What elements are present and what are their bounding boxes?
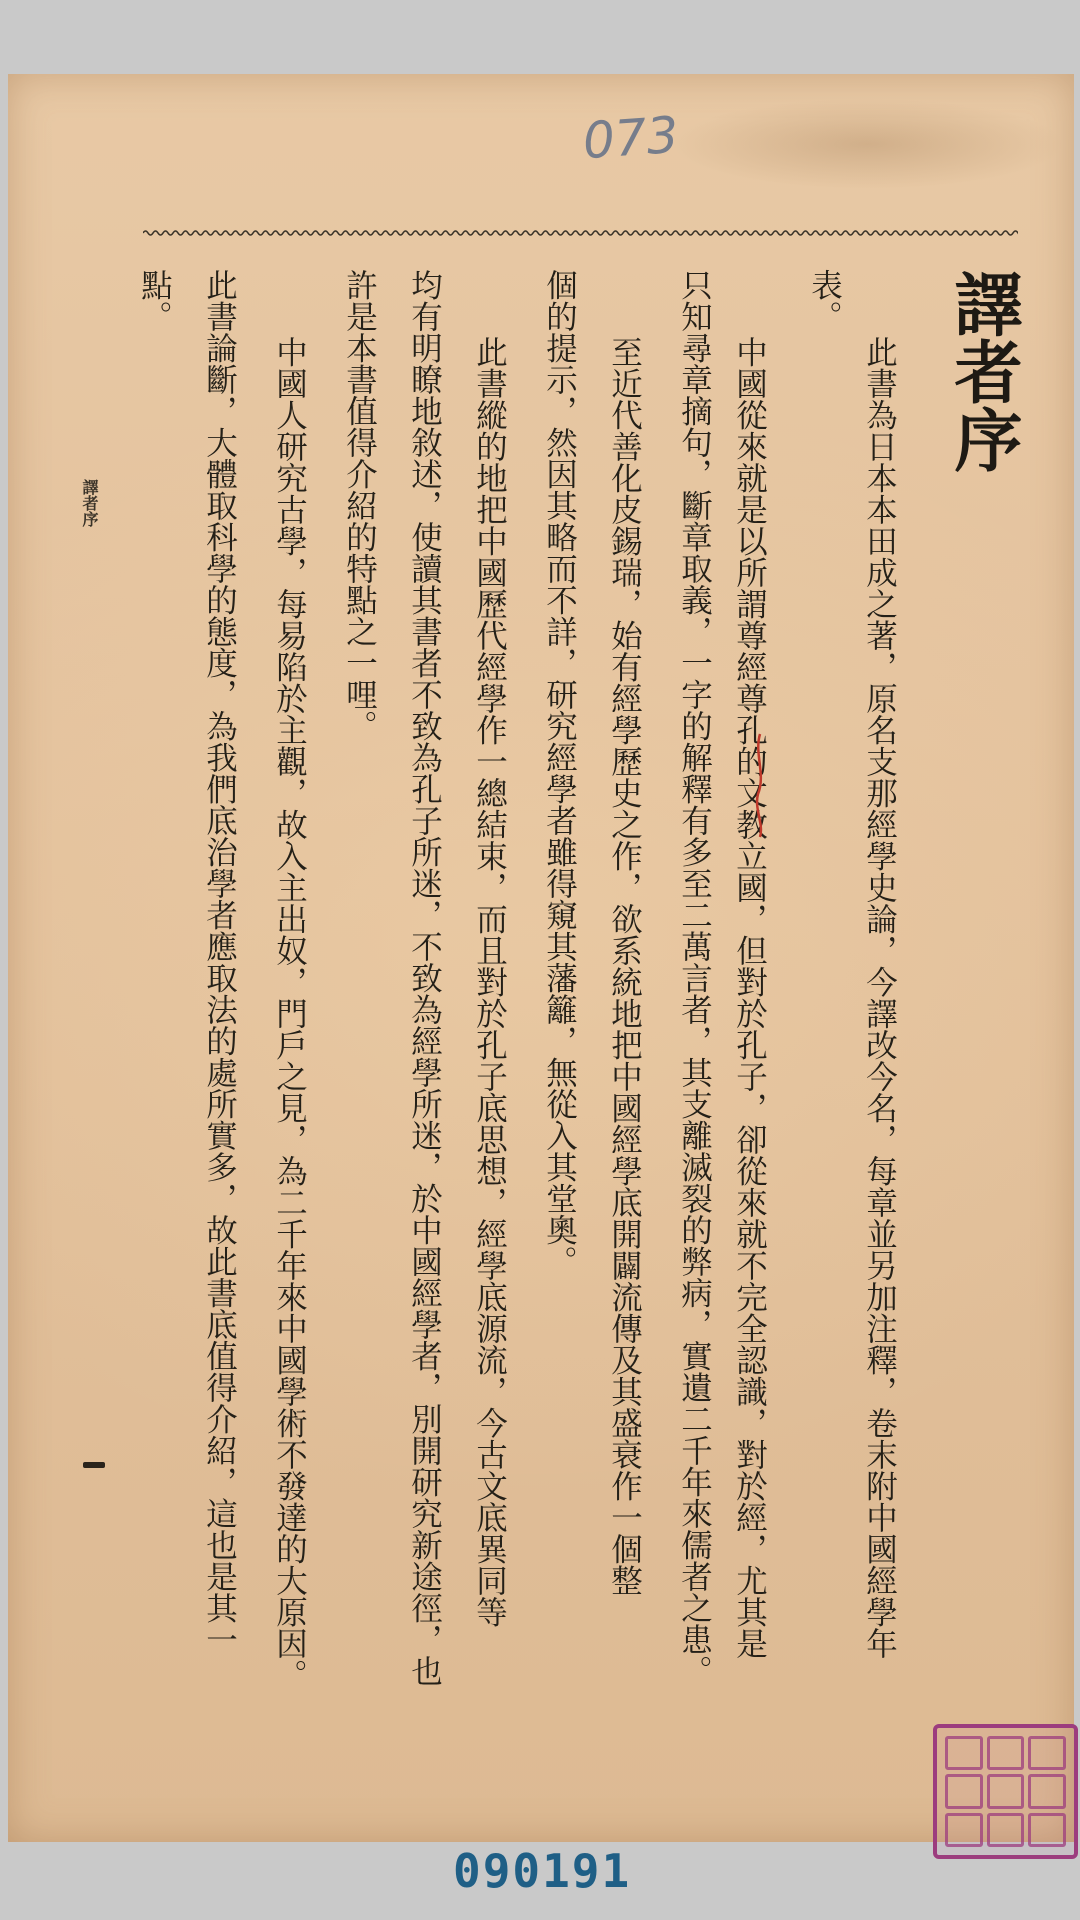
book-page <box>8 74 1074 1898</box>
page-title: 譯者序 <box>943 269 1022 473</box>
running-head: 譯者序 <box>80 479 99 527</box>
library-seal <box>933 1724 1078 1859</box>
text-column: 均有明瞭地敘述，使讀其書者不致為孔子所迷，不致為經學所迷，於中國經學者，別開研究新途徑，也 <box>406 269 443 1687</box>
handwritten-number: 073 <box>581 105 681 171</box>
catalog-number-stamp: 090191 <box>453 1844 632 1898</box>
text-column: 至近代善化皮錫瑞，始有經學歷史之作，欲系統地把中國經學底開闢流傳及其盛衰作一個整 <box>606 336 643 1596</box>
text-column: 表。 <box>806 269 843 332</box>
text-column: 只知尋章摘句，斷章取義，一字的解釋有多至二萬言者，其支離滅裂的弊病，實遺二千年來儒者之患。 <box>676 269 713 1687</box>
text-column: 許是本書值得介紹的特點之一哩。 <box>341 269 378 742</box>
page-number <box>83 1462 105 1468</box>
text-column: 個的提示，然因其略而不詳，研究經學者雖得窺其藩籬，無從入其堂奧。 <box>541 269 578 1277</box>
text-column: 此書縱的地把中國歷代經學作一總結束，而且對於孔子底思想，經學底源流，今古文底異同等 <box>471 336 508 1628</box>
text-column: 點。 <box>136 269 173 332</box>
text-column: 中國從來就是以所謂尊經尊孔的文教立國，但對於孔子，卻從來就不完全認識，對於經，尤其是 <box>731 336 768 1659</box>
text-column: 此書為日本本田成之著，原名支那經學史論，今譯改今名，每章並另加注釋，卷末附中國經學年 <box>861 336 898 1659</box>
text-column: 此書論斷，大體取科學的態度，為我們底治學者應取法的處所實多，故此書底值得介紹，這也是其一 <box>201 269 238 1655</box>
red-ink-mark <box>750 729 770 839</box>
wavy-divider <box>143 228 1018 238</box>
text-column: 中國人研究古學，每易陷於主觀，故入主出奴，門戶之見，為二千年來中國學術不發達的大原因。 <box>271 336 308 1691</box>
